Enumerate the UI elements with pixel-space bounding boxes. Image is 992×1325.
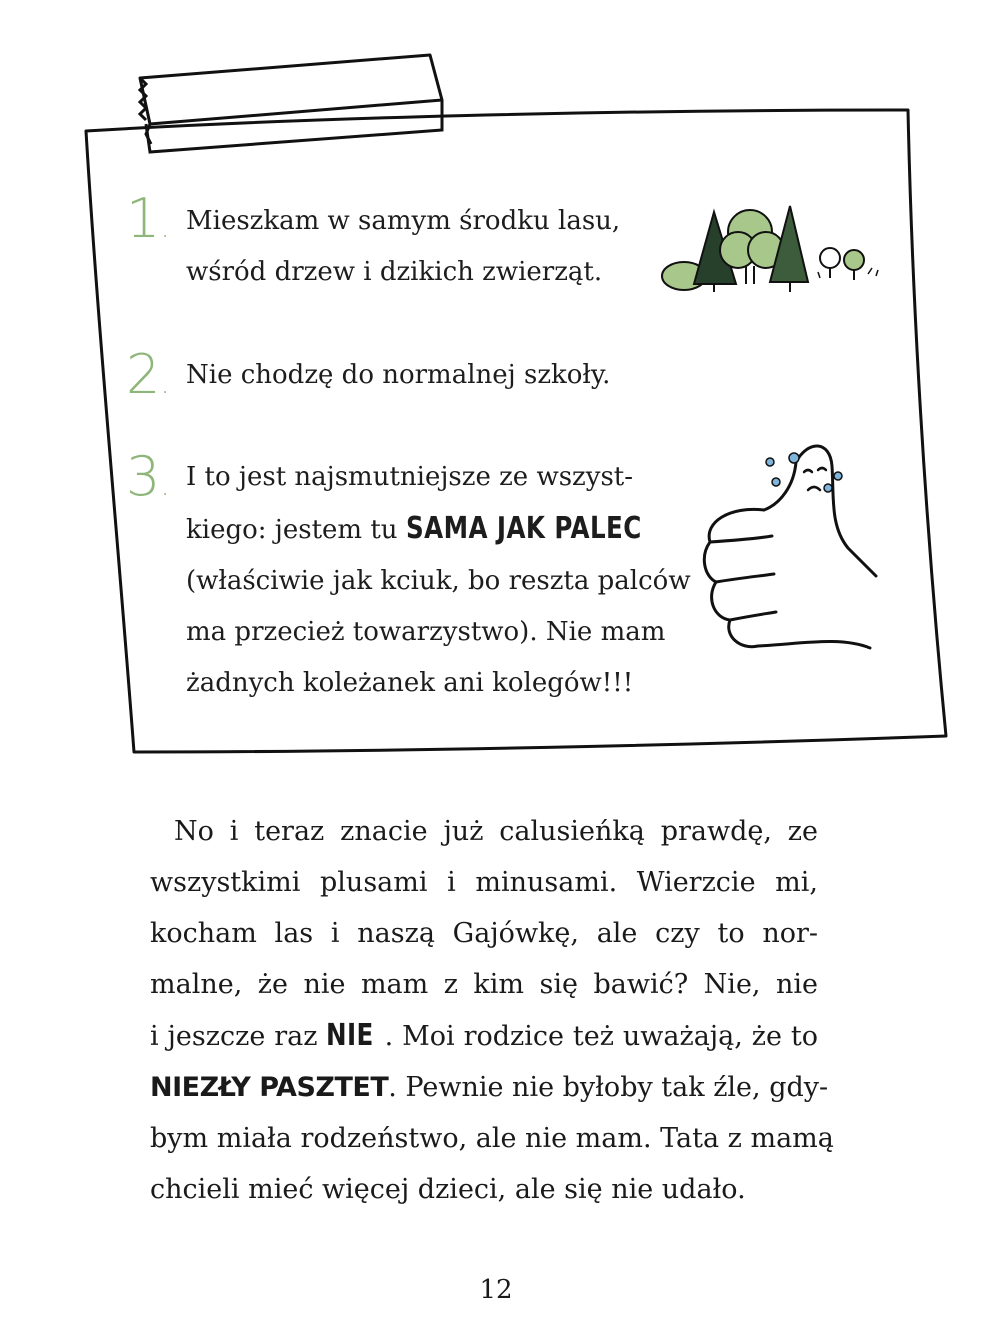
list-item-line: Nie chodzę do normalnej szkoły. (186, 360, 611, 390)
list-item-line: Mieszkam w samym środku lasu, (186, 206, 621, 236)
paragraph-line: wszystkimi plusami i minusami. Wierzcie mi, (150, 867, 818, 898)
body-paragraph (150, 806, 834, 1215)
list-item-1 (186, 196, 620, 298)
list-item-line: wśród drzew i dzikich zwierząt. (186, 257, 603, 287)
list-number-1: 1. (126, 187, 170, 250)
paragraph-text: . Moi rodzice też uważają, że to (384, 1021, 818, 1052)
paragraph-text: i jeszcze raz (150, 1021, 327, 1052)
paragraph-line: chcieli mieć więcej dzieci, ale się nie udało. (150, 1174, 746, 1205)
list-item-2 (186, 350, 610, 401)
page-number: 12 (479, 1275, 513, 1305)
list-item-line: żadnych koleżanek ani kolegów!!! (186, 668, 634, 698)
list-item-line (186, 503, 693, 556)
list-item-text: kiego: jestem tu (186, 515, 406, 545)
paragraph-line: malne, że nie mam z kim się bawić? Nie, nie (150, 969, 818, 1000)
paragraph-line: kocham las i naszą Gajówkę, ale czy to nor- (150, 918, 818, 949)
paragraph-line (150, 1010, 818, 1062)
paragraph-line: bym miała rodzeństwo, ale nie mam. Tata z mamą (150, 1123, 834, 1154)
list-item-line: ma przecież towarzystwo). Nie mam (186, 617, 666, 647)
paragraph-text: . Pewnie nie byłoby tak źle, gdy- (388, 1072, 829, 1103)
crying-thumb-illustration (700, 436, 882, 658)
list-item-3 (186, 452, 693, 709)
paragraph-line (150, 1062, 829, 1113)
emphasis-text: SAMA JAK PALEC (405, 511, 642, 546)
emphasis-text: NIEZŁY PASZTET (150, 1072, 389, 1103)
list-item-line: I to jest najsmutniejsze ze wszyst- (186, 462, 634, 492)
list-number-2: 2. (126, 343, 170, 406)
list-number-3: 3. (126, 445, 170, 508)
emphasis-text: NIE (326, 1018, 375, 1053)
paragraph-line: No i teraz znacie już calusieńką prawdę, ze (174, 816, 818, 847)
list-item-line: (właściwie jak kciuk, bo reszta palców (186, 566, 691, 596)
trees-illustration (658, 204, 890, 296)
